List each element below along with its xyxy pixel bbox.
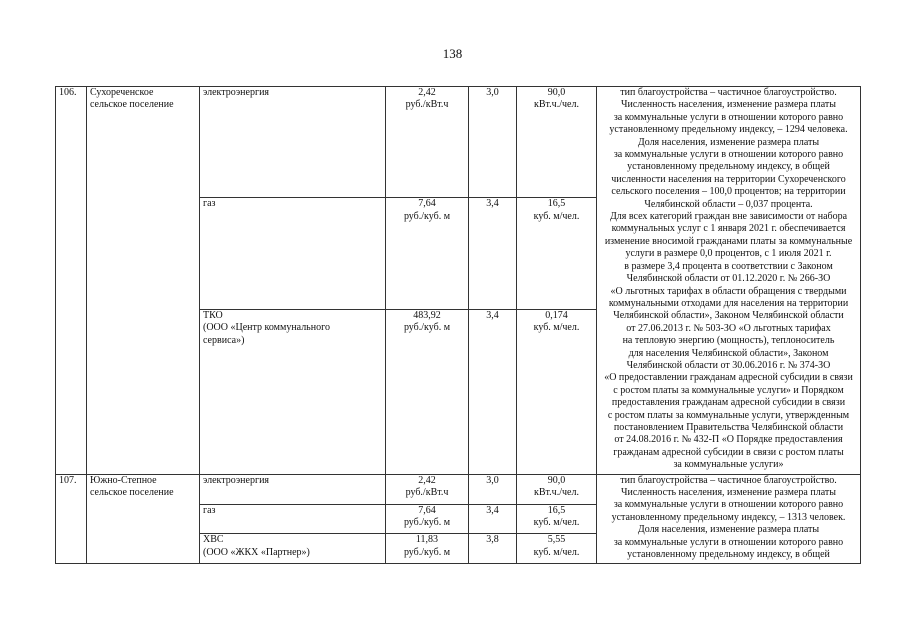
tariff-line: руб./куб. м [403, 546, 451, 558]
service-name [200, 504, 386, 534]
notes-line: Доля населения, изменение размера платы [637, 136, 820, 148]
notes-line: от 24.08.2016 г. № 432-П «О Порядке предоставления [614, 434, 843, 446]
notes-line: для населения Челябинской области», Законом [628, 347, 829, 359]
norm-line: куб. м/чел. [533, 322, 580, 334]
notes-line: тип благоустройства – частичное благоустройство. [620, 87, 837, 98]
service-norm [517, 474, 597, 504]
norm-line: куб. м/чел. [533, 210, 580, 222]
service-name-line: ХВС [203, 534, 224, 546]
service-name-line: электроэнергия [203, 474, 270, 486]
service-name [200, 474, 386, 504]
tariff-line: руб./кВт.ч [405, 487, 449, 498]
service-norm [517, 87, 597, 198]
norm-line: куб. м/чел. [533, 546, 580, 558]
service-name [200, 534, 386, 564]
service-tariff [386, 534, 469, 564]
service-percent: 3,4 [469, 309, 517, 474]
settlement-name [87, 474, 200, 564]
tariff-line: 483,92 [413, 309, 441, 321]
norm-line: кВт.ч./чел. [534, 487, 579, 498]
row-notes [597, 474, 861, 564]
table-row [56, 87, 861, 198]
notes-line: Челябинской области от 30.06.2016 г. № 374-ЗО [626, 359, 831, 371]
notes-line: постановлением Правительства Челябинской области [613, 421, 844, 433]
tariff-line: руб./куб. м [403, 322, 451, 334]
notes-line: установленному предельному индексу, в общей [627, 549, 830, 561]
notes-line: Челябинской области от 01.12.2020 г. № 266-ЗО [626, 273, 831, 285]
settlement-line: сельское поселение [90, 487, 174, 498]
row-number: 106. [56, 87, 87, 475]
service-name-line: электроэнергия [203, 87, 270, 98]
notes-line: за коммунальные услуги в отношении которого равно [613, 149, 844, 161]
tariff-line: 11,83 [415, 534, 439, 546]
norm-line: 90,0 [547, 87, 566, 98]
notes-line: услуги в размере 0,0 процентов, с 1 июля 2021 г. [625, 248, 832, 260]
notes-line: за коммунальные услуги» [673, 459, 784, 471]
tariff-line: 7,64 [418, 504, 436, 516]
notes-line: за коммунальные услуги в отношении которого равно [613, 111, 844, 123]
service-name [200, 87, 386, 198]
notes-line: сельского поселения – 100,0 процентов; на территории [611, 186, 846, 198]
service-tariff [386, 474, 469, 504]
notes-line: гражданам адресной субсидии в связи с ростом платы [613, 446, 844, 458]
service-name-line: газ [203, 198, 216, 210]
notes-line: на тепловую энергию (мощность), теплоноситель [622, 335, 835, 347]
service-tariff [386, 309, 469, 474]
notes-line: Численность населения, изменение размера платы [621, 99, 836, 111]
table-row [56, 474, 861, 504]
service-name-line: газ [203, 504, 216, 516]
row-notes [597, 87, 861, 475]
norm-line: 90,0 [547, 474, 566, 486]
service-norm [517, 504, 597, 534]
settlement-line: Южно-Степное [90, 474, 157, 486]
settlement-line: сельское поселение [90, 99, 174, 111]
tariff-line: руб./кВт.ч [405, 99, 449, 111]
tariff-line: 2,42 [418, 87, 436, 98]
service-tariff [386, 198, 469, 309]
table-body [56, 87, 861, 564]
service-norm [517, 198, 597, 309]
notes-line: Доля населения, изменение размера платы [637, 524, 820, 536]
row-number: 107. [56, 474, 87, 564]
service-name [200, 309, 386, 474]
notes-line: предоставления гражданам адресной субсидии в связи [611, 397, 846, 409]
service-percent: 3,8 [469, 534, 517, 564]
service-percent: 3,4 [469, 198, 517, 309]
service-norm [517, 309, 597, 474]
service-tariff [386, 87, 469, 198]
notes-line: «О предоставлении гражданам адресной субсидии в связи [604, 372, 853, 384]
notes-line: тип благоустройства – частичное благоустройство. [620, 474, 837, 486]
tariff-line: руб./куб. м [403, 210, 451, 222]
service-name-line: (ООО «Центр коммунального [203, 322, 330, 334]
service-percent: 3,4 [469, 504, 517, 534]
settlement-name [87, 87, 200, 475]
notes-line: численности населения на территории Сухореченского [611, 173, 846, 185]
service-percent: 3,0 [469, 87, 517, 198]
notes-line: в размере 3,4 процента в соответствии с Законом [624, 260, 833, 272]
service-name-line: ТКО [203, 309, 223, 321]
notes-line: Челябинской области», Законом Челябинской области [613, 310, 844, 322]
notes-line: от 27.06.2013 г. № 503-ЗО «О льготных тарифах [626, 322, 831, 334]
norm-line: кВт.ч./чел. [534, 99, 579, 111]
notes-line: Для всех категорий граждан вне зависимости от набора [609, 211, 848, 223]
settlement-line: Сухореченское [90, 87, 154, 98]
norm-line: 16,5 [547, 198, 566, 210]
tariff-line: 7,64 [418, 198, 436, 210]
notes-line: с ростом платы за коммунальные услуги» и Порядком [613, 384, 844, 396]
notes-line: установленному предельному индексу, – 1294 человека. [609, 124, 848, 136]
norm-line: куб. м/чел. [533, 516, 580, 528]
notes-line: установленному предельному индексу, в общей [627, 161, 830, 173]
norm-line: 0,174 [545, 309, 568, 321]
service-name [200, 198, 386, 309]
service-name-line: сервиса») [203, 334, 245, 346]
notes-line: коммунальными отходами для населения на территории [608, 297, 849, 309]
service-norm [517, 534, 597, 564]
notes-line: «О льготных тарифах в области обращения с твердыми [610, 285, 847, 297]
service-tariff [386, 504, 469, 534]
notes-line: за коммунальные услуги в отношении которого равно [613, 499, 844, 511]
service-name-line: (ООО «ЖКХ «Партнер») [203, 546, 310, 558]
notes-line: Челябинской области – 0,037 процента. [644, 198, 813, 210]
tariff-line: 2,42 [418, 474, 436, 486]
page-number: 138 [442, 46, 463, 61]
notes-line: с ростом платы за коммунальные услуги, утвержденным [607, 409, 850, 421]
notes-line: изменение вносимой гражданами платы за коммунальные [604, 235, 853, 247]
notes-line: Численность населения, изменение размера платы [621, 487, 836, 498]
norm-line: 16,5 [547, 504, 566, 516]
tariff-table [55, 86, 861, 564]
norm-line: 5,55 [547, 534, 566, 546]
notes-line: установленному предельному индексу, – 1313 человек. [611, 511, 846, 523]
tariff-line: руб./куб. м [403, 516, 451, 528]
service-percent: 3,0 [469, 474, 517, 504]
notes-line: коммунальных услуг с 1 января 2021 г. обеспечивается [611, 223, 846, 235]
notes-line: за коммунальные услуги в отношении которого равно [613, 536, 844, 548]
